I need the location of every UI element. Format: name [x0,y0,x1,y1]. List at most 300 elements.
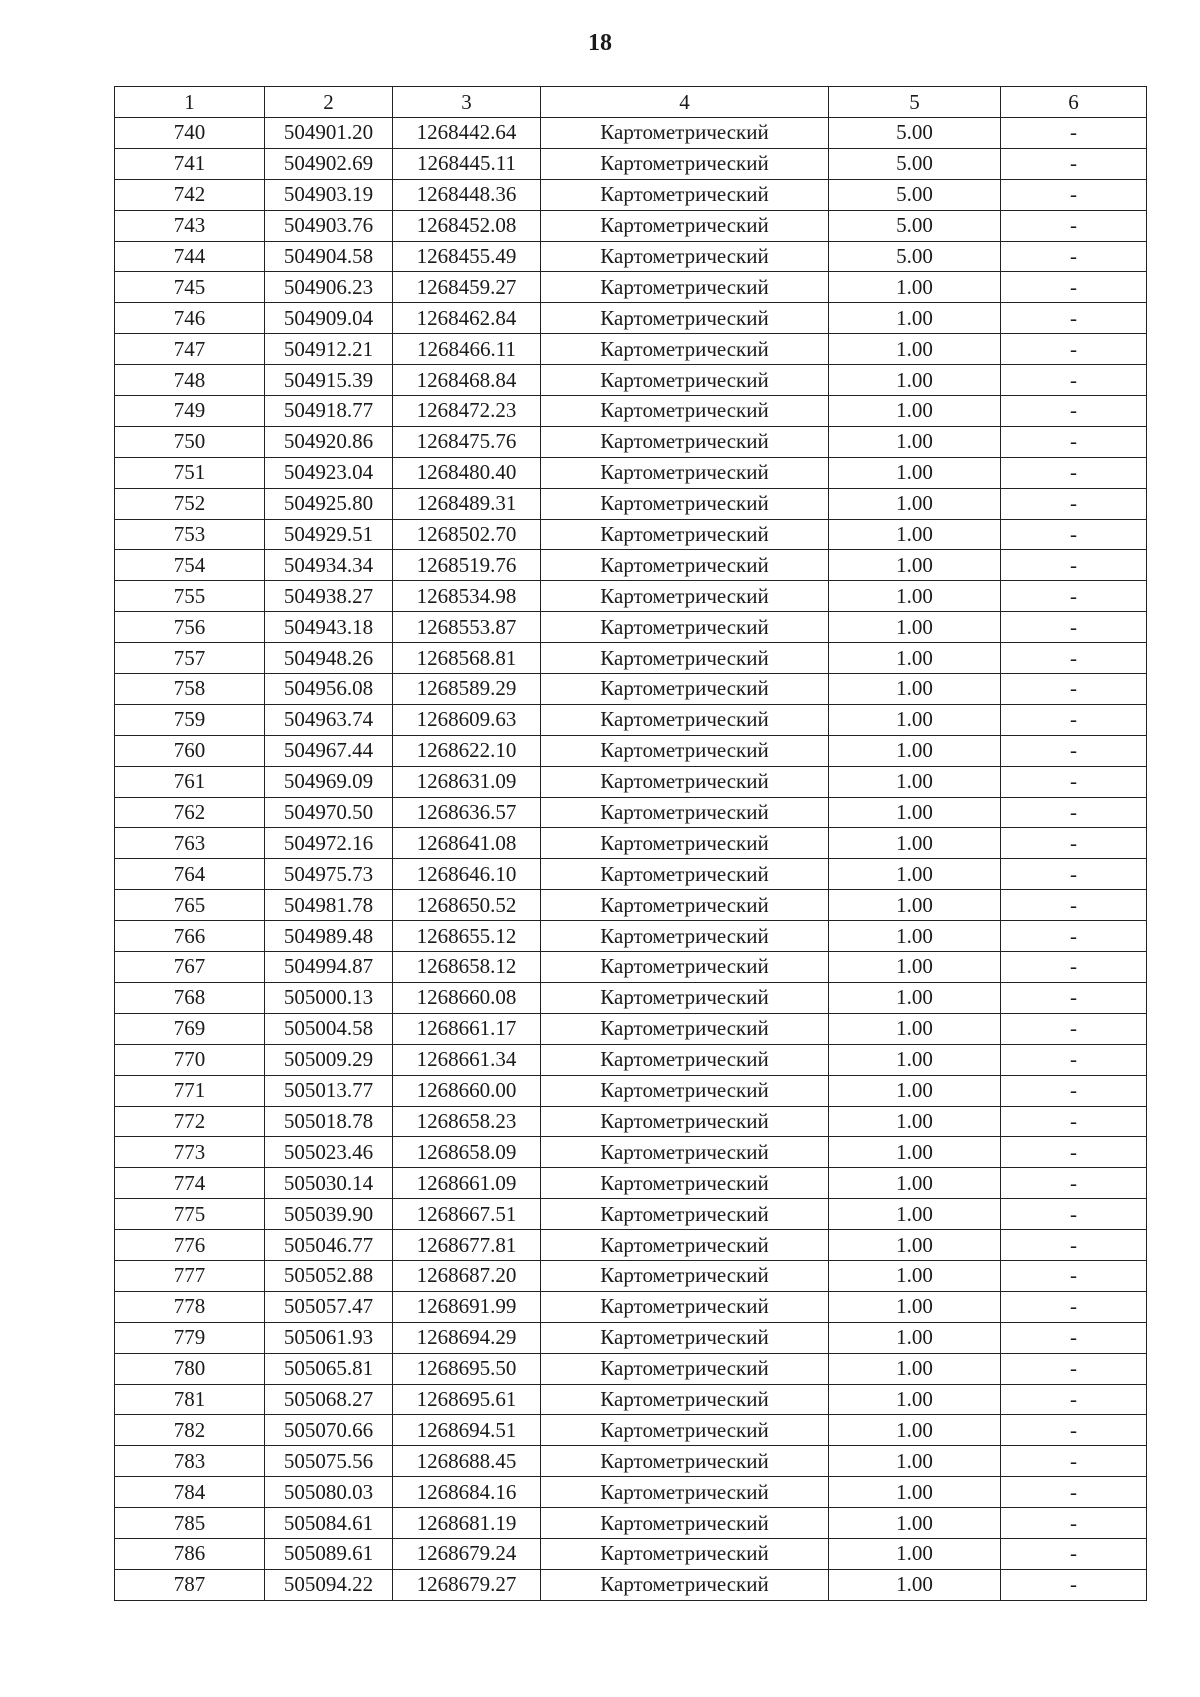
point-number-cell: 761 [115,766,265,797]
x-coordinate-cell: 504934.34 [265,550,393,581]
point-number-cell: 747 [115,334,265,365]
method-cell: Картометрический [541,921,829,952]
x-coordinate-cell: 504901.20 [265,118,393,149]
x-coordinate-cell: 505075.56 [265,1446,393,1477]
method-cell: Картометрический [541,828,829,859]
description-cell: - [1001,704,1147,735]
method-cell: Картометрический [541,1415,829,1446]
y-coordinate-cell: 1268660.00 [393,1075,541,1106]
description-cell: - [1001,735,1147,766]
description-cell: - [1001,241,1147,272]
y-coordinate-cell: 1268462.84 [393,303,541,334]
y-coordinate-cell: 1268502.70 [393,519,541,550]
x-coordinate-cell: 505094.22 [265,1569,393,1600]
x-coordinate-cell: 505000.13 [265,982,393,1013]
x-coordinate-cell: 505052.88 [265,1260,393,1291]
accuracy-cell: 1.00 [829,704,1001,735]
table-row [115,1013,1147,1044]
table-row [115,1538,1147,1569]
point-number-cell: 772 [115,1106,265,1137]
x-coordinate-cell: 504902.69 [265,148,393,179]
x-coordinate-cell: 504981.78 [265,890,393,921]
point-number-cell: 784 [115,1477,265,1508]
point-number-cell: 757 [115,643,265,674]
method-cell: Картометрический [541,1230,829,1261]
column-header-2: 2 [265,87,393,118]
description-cell: - [1001,982,1147,1013]
table-row [115,674,1147,705]
y-coordinate-cell: 1268568.81 [393,643,541,674]
description-cell: - [1001,148,1147,179]
table-row [115,365,1147,396]
method-cell: Картометрический [541,118,829,149]
y-coordinate-cell: 1268695.61 [393,1384,541,1415]
point-number-cell: 776 [115,1230,265,1261]
y-coordinate-cell: 1268468.84 [393,365,541,396]
description-cell: - [1001,1013,1147,1044]
description-cell: - [1001,921,1147,952]
point-number-cell: 749 [115,396,265,427]
method-cell: Картометрический [541,982,829,1013]
y-coordinate-cell: 1268452.08 [393,210,541,241]
description-cell: - [1001,828,1147,859]
point-number-cell: 763 [115,828,265,859]
column-header-4: 4 [541,87,829,118]
point-number-cell: 773 [115,1137,265,1168]
description-cell: - [1001,1291,1147,1322]
x-coordinate-cell: 505057.47 [265,1291,393,1322]
method-cell: Картометрический [541,1477,829,1508]
accuracy-cell: 1.00 [829,1322,1001,1353]
x-coordinate-cell: 504918.77 [265,396,393,427]
point-number-cell: 775 [115,1199,265,1230]
x-coordinate-cell: 505084.61 [265,1508,393,1539]
point-number-cell: 779 [115,1322,265,1353]
y-coordinate-cell: 1268489.31 [393,488,541,519]
table-header-row [115,87,1147,118]
accuracy-cell: 1.00 [829,612,1001,643]
accuracy-cell: 5.00 [829,241,1001,272]
method-cell: Картометрический [541,1569,829,1600]
method-cell: Картометрический [541,1291,829,1322]
table-row [115,921,1147,952]
method-cell: Картометрический [541,1013,829,1044]
y-coordinate-cell: 1268480.40 [393,457,541,488]
accuracy-cell: 1.00 [829,1230,1001,1261]
accuracy-cell: 1.00 [829,643,1001,674]
table-row [115,1415,1147,1446]
y-coordinate-cell: 1268448.36 [393,179,541,210]
point-number-cell: 748 [115,365,265,396]
point-number-cell: 764 [115,859,265,890]
y-coordinate-cell: 1268658.09 [393,1137,541,1168]
table-row [115,1508,1147,1539]
table-row [115,179,1147,210]
description-cell: - [1001,674,1147,705]
y-coordinate-cell: 1268694.51 [393,1415,541,1446]
method-cell: Картометрический [541,396,829,427]
x-coordinate-cell: 505068.27 [265,1384,393,1415]
table-row [115,612,1147,643]
point-number-cell: 741 [115,148,265,179]
accuracy-cell: 1.00 [829,1538,1001,1569]
point-number-cell: 755 [115,581,265,612]
x-coordinate-cell: 505080.03 [265,1477,393,1508]
table-row [115,1569,1147,1600]
table-row [115,118,1147,149]
accuracy-cell: 1.00 [829,1044,1001,1075]
y-coordinate-cell: 1268459.27 [393,272,541,303]
description-cell: - [1001,1508,1147,1539]
description-cell: - [1001,519,1147,550]
method-cell: Картометрический [541,643,829,674]
method-cell: Картометрический [541,488,829,519]
y-coordinate-cell: 1268667.51 [393,1199,541,1230]
table-row [115,952,1147,983]
description-cell: - [1001,426,1147,457]
x-coordinate-cell: 504963.74 [265,704,393,735]
description-cell: - [1001,1075,1147,1106]
y-coordinate-cell: 1268679.27 [393,1569,541,1600]
method-cell: Картометрический [541,1446,829,1477]
x-coordinate-cell: 504920.86 [265,426,393,457]
table-row [115,519,1147,550]
description-cell: - [1001,334,1147,365]
x-coordinate-cell: 504970.50 [265,797,393,828]
description-cell: - [1001,179,1147,210]
table-row [115,797,1147,828]
description-cell: - [1001,303,1147,334]
x-coordinate-cell: 504923.04 [265,457,393,488]
accuracy-cell: 1.00 [829,457,1001,488]
y-coordinate-cell: 1268445.11 [393,148,541,179]
point-number-cell: 785 [115,1508,265,1539]
x-coordinate-cell: 504915.39 [265,365,393,396]
method-cell: Картометрический [541,148,829,179]
accuracy-cell: 1.00 [829,1415,1001,1446]
accuracy-cell: 1.00 [829,581,1001,612]
method-cell: Картометрический [541,1044,829,1075]
description-cell: - [1001,457,1147,488]
table-row [115,1291,1147,1322]
point-number-cell: 774 [115,1168,265,1199]
description-cell: - [1001,1137,1147,1168]
point-number-cell: 781 [115,1384,265,1415]
x-coordinate-cell: 504969.09 [265,766,393,797]
method-cell: Картометрический [541,457,829,488]
page-number: 18 [588,30,612,56]
description-cell: - [1001,1260,1147,1291]
y-coordinate-cell: 1268661.34 [393,1044,541,1075]
y-coordinate-cell: 1268677.81 [393,1230,541,1261]
point-number-cell: 750 [115,426,265,457]
table-row [115,426,1147,457]
y-coordinate-cell: 1268631.09 [393,766,541,797]
accuracy-cell: 1.00 [829,550,1001,581]
x-coordinate-cell: 504912.21 [265,334,393,365]
point-number-cell: 744 [115,241,265,272]
accuracy-cell: 1.00 [829,952,1001,983]
point-number-cell: 765 [115,890,265,921]
description-cell: - [1001,1322,1147,1353]
y-coordinate-cell: 1268589.29 [393,674,541,705]
method-cell: Картометрический [541,1322,829,1353]
description-cell: - [1001,210,1147,241]
method-cell: Картометрический [541,426,829,457]
description-cell: - [1001,1569,1147,1600]
x-coordinate-cell: 504948.26 [265,643,393,674]
accuracy-cell: 1.00 [829,1075,1001,1106]
table-row [115,766,1147,797]
description-cell: - [1001,1415,1147,1446]
table-row [115,1106,1147,1137]
accuracy-cell: 1.00 [829,982,1001,1013]
table-row [115,1230,1147,1261]
description-cell: - [1001,859,1147,890]
method-cell: Картометрический [541,612,829,643]
y-coordinate-cell: 1268660.08 [393,982,541,1013]
point-number-cell: 767 [115,952,265,983]
x-coordinate-cell: 504989.48 [265,921,393,952]
y-coordinate-cell: 1268679.24 [393,1538,541,1569]
description-cell: - [1001,581,1147,612]
y-coordinate-cell: 1268646.10 [393,859,541,890]
accuracy-cell: 1.00 [829,1168,1001,1199]
table-row [115,859,1147,890]
method-cell: Картометрический [541,1384,829,1415]
x-coordinate-cell: 504994.87 [265,952,393,983]
point-number-cell: 743 [115,210,265,241]
x-coordinate-cell: 505030.14 [265,1168,393,1199]
method-cell: Картометрический [541,1199,829,1230]
x-coordinate-cell: 505018.78 [265,1106,393,1137]
accuracy-cell: 1.00 [829,797,1001,828]
y-coordinate-cell: 1268641.08 [393,828,541,859]
y-coordinate-cell: 1268622.10 [393,735,541,766]
y-coordinate-cell: 1268661.09 [393,1168,541,1199]
y-coordinate-cell: 1268475.76 [393,426,541,457]
table-row [115,272,1147,303]
accuracy-cell: 1.00 [829,1260,1001,1291]
accuracy-cell: 1.00 [829,1446,1001,1477]
table-row [115,735,1147,766]
method-cell: Картометрический [541,519,829,550]
method-cell: Картометрический [541,1508,829,1539]
x-coordinate-cell: 505089.61 [265,1538,393,1569]
table-row [115,1260,1147,1291]
point-number-cell: 740 [115,118,265,149]
y-coordinate-cell: 1268687.20 [393,1260,541,1291]
description-cell: - [1001,1538,1147,1569]
table-row [115,1477,1147,1508]
accuracy-cell: 5.00 [829,148,1001,179]
description-cell: - [1001,1230,1147,1261]
table-row [115,1199,1147,1230]
y-coordinate-cell: 1268684.16 [393,1477,541,1508]
method-cell: Картометрический [541,303,829,334]
point-number-cell: 752 [115,488,265,519]
x-coordinate-cell: 504906.23 [265,272,393,303]
point-number-cell: 766 [115,921,265,952]
point-number-cell: 758 [115,674,265,705]
point-number-cell: 778 [115,1291,265,1322]
description-cell: - [1001,272,1147,303]
y-coordinate-cell: 1268442.64 [393,118,541,149]
accuracy-cell: 1.00 [829,1508,1001,1539]
method-cell: Картометрический [541,179,829,210]
method-cell: Картометрический [541,272,829,303]
table-row [115,210,1147,241]
table-row [115,828,1147,859]
y-coordinate-cell: 1268658.12 [393,952,541,983]
y-coordinate-cell: 1268688.45 [393,1446,541,1477]
accuracy-cell: 1.00 [829,1353,1001,1384]
x-coordinate-cell: 505065.81 [265,1353,393,1384]
table-row [115,148,1147,179]
table-row [115,1075,1147,1106]
x-coordinate-cell: 504903.19 [265,179,393,210]
method-cell: Картометрический [541,1538,829,1569]
x-coordinate-cell: 504938.27 [265,581,393,612]
table-row [115,303,1147,334]
description-cell: - [1001,488,1147,519]
method-cell: Картометрический [541,797,829,828]
description-cell: - [1001,1353,1147,1384]
method-cell: Картометрический [541,210,829,241]
x-coordinate-cell: 505046.77 [265,1230,393,1261]
table-body [115,118,1147,1601]
description-cell: - [1001,118,1147,149]
accuracy-cell: 1.00 [829,426,1001,457]
method-cell: Картометрический [541,859,829,890]
accuracy-cell: 1.00 [829,334,1001,365]
y-coordinate-cell: 1268519.76 [393,550,541,581]
x-coordinate-cell: 505061.93 [265,1322,393,1353]
y-coordinate-cell: 1268609.63 [393,704,541,735]
method-cell: Картометрический [541,241,829,272]
accuracy-cell: 1.00 [829,1477,1001,1508]
table-row [115,241,1147,272]
accuracy-cell: 1.00 [829,766,1001,797]
method-cell: Картометрический [541,674,829,705]
accuracy-cell: 5.00 [829,179,1001,210]
x-coordinate-cell: 504909.04 [265,303,393,334]
accuracy-cell: 1.00 [829,921,1001,952]
method-cell: Картометрический [541,890,829,921]
x-coordinate-cell: 504967.44 [265,735,393,766]
method-cell: Картометрический [541,1106,829,1137]
y-coordinate-cell: 1268455.49 [393,241,541,272]
x-coordinate-cell: 504972.16 [265,828,393,859]
description-cell: - [1001,612,1147,643]
description-cell: - [1001,766,1147,797]
point-number-cell: 756 [115,612,265,643]
x-coordinate-cell: 505009.29 [265,1044,393,1075]
accuracy-cell: 1.00 [829,1291,1001,1322]
point-number-cell: 745 [115,272,265,303]
description-cell: - [1001,1044,1147,1075]
table-row [115,1044,1147,1075]
description-cell: - [1001,1384,1147,1415]
table-row [115,643,1147,674]
point-number-cell: 777 [115,1260,265,1291]
accuracy-cell: 1.00 [829,890,1001,921]
point-number-cell: 746 [115,303,265,334]
coordinates-table [114,86,1147,1601]
point-number-cell: 787 [115,1569,265,1600]
method-cell: Картометрический [541,704,829,735]
method-cell: Картометрический [541,550,829,581]
accuracy-cell: 1.00 [829,272,1001,303]
x-coordinate-cell: 504903.76 [265,210,393,241]
description-cell: - [1001,1106,1147,1137]
table-row [115,581,1147,612]
description-cell: - [1001,643,1147,674]
point-number-cell: 753 [115,519,265,550]
point-number-cell: 742 [115,179,265,210]
y-coordinate-cell: 1268650.52 [393,890,541,921]
y-coordinate-cell: 1268655.12 [393,921,541,952]
method-cell: Картометрический [541,365,829,396]
x-coordinate-cell: 504975.73 [265,859,393,890]
method-cell: Картометрический [541,334,829,365]
description-cell: - [1001,1446,1147,1477]
y-coordinate-cell: 1268694.29 [393,1322,541,1353]
method-cell: Картометрический [541,766,829,797]
method-cell: Картометрический [541,1137,829,1168]
point-number-cell: 769 [115,1013,265,1044]
column-header-6: 6 [1001,87,1147,118]
x-coordinate-cell: 505004.58 [265,1013,393,1044]
x-coordinate-cell: 505070.66 [265,1415,393,1446]
table-row [115,1168,1147,1199]
method-cell: Картометрический [541,1075,829,1106]
point-number-cell: 786 [115,1538,265,1569]
y-coordinate-cell: 1268661.17 [393,1013,541,1044]
method-cell: Картометрический [541,952,829,983]
point-number-cell: 760 [115,735,265,766]
description-cell: - [1001,396,1147,427]
y-coordinate-cell: 1268691.99 [393,1291,541,1322]
accuracy-cell: 1.00 [829,1137,1001,1168]
description-cell: - [1001,1168,1147,1199]
description-cell: - [1001,952,1147,983]
y-coordinate-cell: 1268553.87 [393,612,541,643]
accuracy-cell: 5.00 [829,210,1001,241]
method-cell: Картометрический [541,1260,829,1291]
accuracy-cell: 1.00 [829,735,1001,766]
accuracy-cell: 1.00 [829,1569,1001,1600]
y-coordinate-cell: 1268695.50 [393,1353,541,1384]
y-coordinate-cell: 1268681.19 [393,1508,541,1539]
x-coordinate-cell: 504925.80 [265,488,393,519]
point-number-cell: 770 [115,1044,265,1075]
description-cell: - [1001,550,1147,581]
accuracy-cell: 1.00 [829,1013,1001,1044]
x-coordinate-cell: 504943.18 [265,612,393,643]
table-row [115,1446,1147,1477]
x-coordinate-cell: 505013.77 [265,1075,393,1106]
description-cell: - [1001,797,1147,828]
column-header-5: 5 [829,87,1001,118]
accuracy-cell: 1.00 [829,1384,1001,1415]
method-cell: Картометрический [541,1168,829,1199]
accuracy-cell: 1.00 [829,519,1001,550]
y-coordinate-cell: 1268534.98 [393,581,541,612]
table-row [115,1384,1147,1415]
point-number-cell: 754 [115,550,265,581]
table-row [115,396,1147,427]
